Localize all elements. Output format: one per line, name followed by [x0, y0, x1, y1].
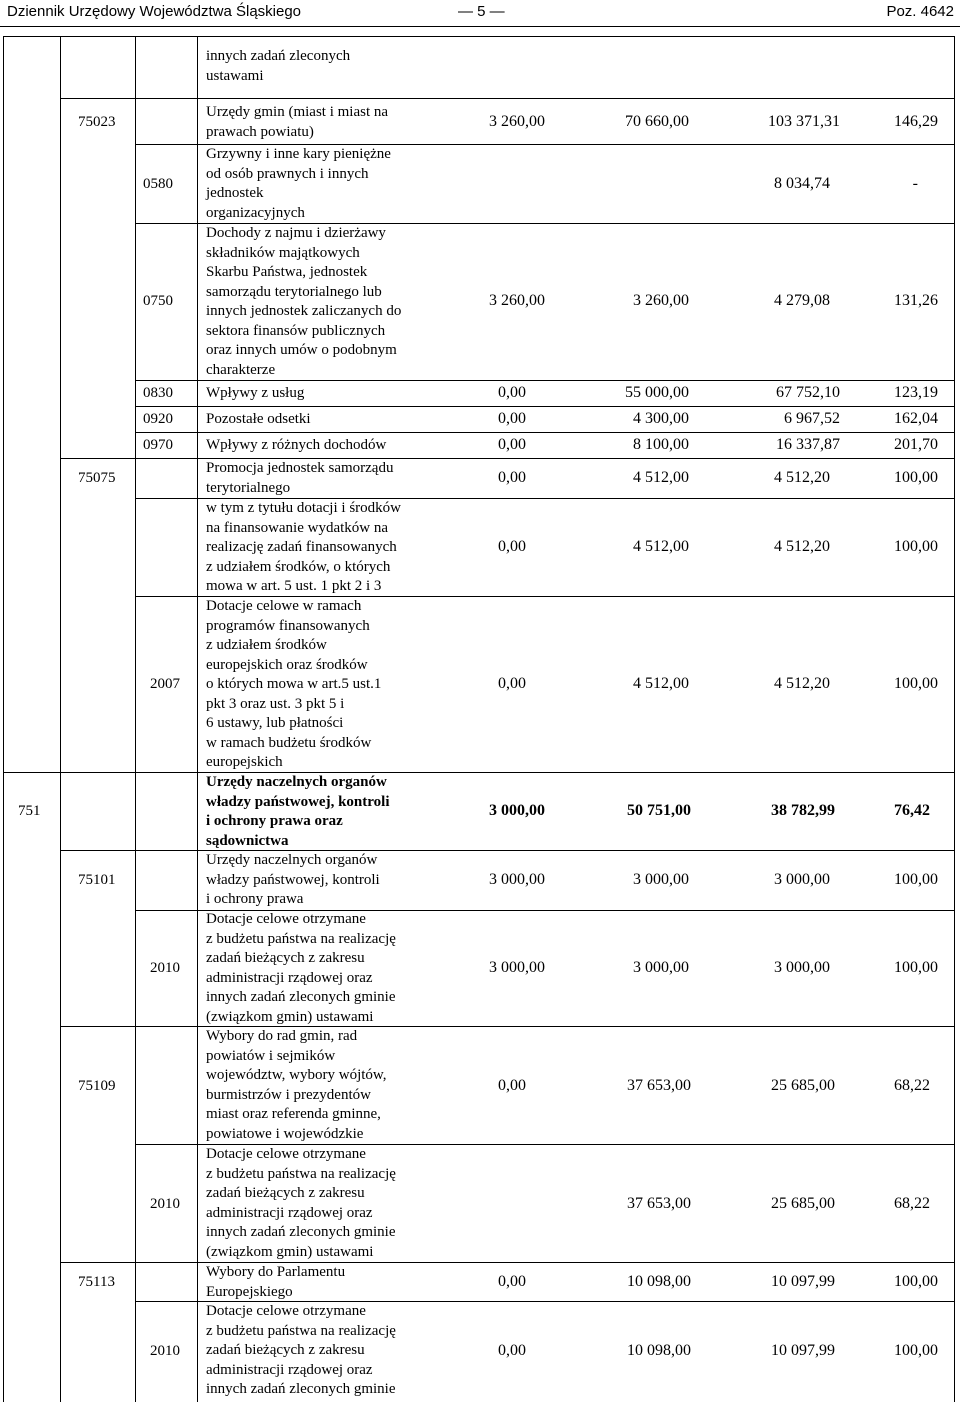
percent: 123,19 — [894, 384, 938, 401]
grid-line — [60, 458, 955, 459]
plan-initial: 0,00 — [498, 410, 526, 427]
paragraf-code: 2010 — [150, 1196, 180, 1212]
percent: 131,26 — [894, 292, 938, 309]
execution: 38 782,99 — [771, 802, 835, 819]
grid-line — [60, 98, 955, 99]
grid-line — [3, 772, 955, 773]
percent: - — [912, 175, 918, 192]
plan-after-changes: 4 512,00 — [633, 469, 689, 486]
plan-initial: 3 000,00 — [489, 802, 545, 819]
paragraf-code: 2010 — [150, 1343, 180, 1359]
rozdzial-code: 75101 — [78, 872, 116, 888]
grid-line — [60, 850, 955, 851]
percent: 146,29 — [894, 113, 938, 130]
row-desc: Pozostałe odsetki — [206, 411, 311, 427]
row-desc: Dotacje celowe w ramach programów finansowanych z udziałem środków europejskich oraz środków o których mowa w art.5 ust.1 pkt 3 oraz ust. 3 pkt 5 i 6 ustawy, lub płatności w ramach budżetu środków europejskich — [206, 598, 382, 770]
row-desc: Urzędy naczelnych organów władzy państwowej, kontroli i ochrony prawa — [206, 852, 380, 907]
grid-line — [3, 36, 955, 37]
row-desc: Wybory do Parlamentu Europejskiego — [206, 1264, 346, 1300]
plan-after-changes: 70 660,00 — [625, 113, 689, 130]
rozdzial-code: 75023 — [78, 114, 116, 130]
dzial-code: 751 — [18, 803, 41, 819]
row-desc: Grzywny i inne kary pieniężne od osób prawnych i innych jednostek organizacyjnych — [206, 146, 391, 221]
grid-line — [135, 36, 136, 1402]
execution: 25 685,00 — [771, 1077, 835, 1094]
grid-line — [60, 1026, 955, 1027]
row-desc: Dotacje celowe otrzymane z budżetu państwa na realizację zadań bieżących z zakresu administracji rządowej oraz innych zadań zleconych gminie (związkom gmin) ustawami — [206, 1146, 396, 1260]
plan-after-changes: 3 000,00 — [633, 959, 689, 976]
plan-after-changes: 3 000,00 — [633, 871, 689, 888]
row-desc: w tym z tytułu dotacji i środków na finansowanie wydatków na realizację zadań finansowanych z udziałem środków, o których mowa w art. 5 ust. 1 pkt 2 i 3 — [206, 500, 401, 594]
paragraf-code: 0830 — [143, 385, 173, 401]
execution: 10 097,99 — [771, 1273, 835, 1290]
plan-initial: 0,00 — [498, 538, 526, 555]
plan-after-changes: 37 653,00 — [627, 1195, 691, 1212]
execution: 4 512,20 — [774, 469, 830, 486]
execution: 16 337,87 — [776, 436, 840, 453]
percent: 100,00 — [894, 675, 938, 692]
plan-initial: 3 260,00 — [489, 113, 545, 130]
plan-after-changes: 4 300,00 — [633, 410, 689, 427]
row-desc: Dotacje celowe otrzymane z budżetu państwa na realizację zadań bieżących z zakresu administracji rządowej oraz innych zadań zleconych gminie — [206, 1303, 396, 1397]
percent: 201,70 — [894, 436, 938, 453]
execution: 8 034,74 — [774, 175, 830, 192]
grid-line — [135, 406, 955, 407]
grid-line — [135, 432, 955, 433]
paragraf-code: 0970 — [143, 437, 173, 453]
paragraf-code: 0750 — [143, 293, 173, 309]
plan-after-changes: 55 000,00 — [625, 384, 689, 401]
row-desc: Wpływy z usług — [206, 385, 305, 401]
row-desc: Promocja jednostek samorządu terytorialnego — [206, 460, 394, 496]
percent: 100,00 — [894, 1342, 938, 1359]
percent: 76,42 — [894, 802, 930, 819]
plan-initial: 3 000,00 — [489, 959, 545, 976]
page-number: — 5 — — [458, 3, 505, 20]
plan-after-changes: 10 098,00 — [627, 1273, 691, 1290]
execution: 3 000,00 — [774, 871, 830, 888]
plan-initial: 0,00 — [498, 675, 526, 692]
plan-initial: 3 260,00 — [489, 292, 545, 309]
row-desc: Dochody z najmu i dzierżawy składników majątkowych Skarbu Państwa, jednostek samorządu terytorialnego lub innych jednostek zaliczanych do sektora finansów publicznych oraz innych umów o podobnym charakterze — [206, 225, 402, 378]
execution: 4 512,20 — [774, 538, 830, 555]
execution: 3 000,00 — [774, 959, 830, 976]
execution: 4 512,20 — [774, 675, 830, 692]
execution: 25 685,00 — [771, 1195, 835, 1212]
percent: 68,22 — [894, 1195, 930, 1212]
row-desc: Wpływy z różnych dochodów — [206, 437, 387, 453]
grid-line — [3, 36, 4, 1402]
plan-after-changes: 4 512,00 — [633, 538, 689, 555]
paragraf-code: 0580 — [143, 176, 173, 192]
paragraf-code: 2010 — [150, 960, 180, 976]
plan-after-changes: 4 512,00 — [633, 675, 689, 692]
plan-initial: 0,00 — [498, 1342, 526, 1359]
plan-initial: 0,00 — [498, 384, 526, 401]
execution: 103 371,31 — [768, 113, 840, 130]
row-desc: Urzędy gmin (miast i miast na prawach powiatu) — [206, 104, 389, 140]
plan-initial: 0,00 — [498, 469, 526, 486]
row-desc: Dotacje celowe otrzymane z budżetu państwa na realizację zadań bieżących z zakresu administracji rządowej oraz innych zadań zleconych gminie (związkom gmin) ustawami — [206, 911, 396, 1025]
plan-after-changes: 50 751,00 — [627, 802, 691, 819]
plan-initial: 0,00 — [498, 436, 526, 453]
execution: 10 097,99 — [771, 1342, 835, 1359]
rozdzial-code: 75109 — [78, 1078, 116, 1094]
paragraf-code: 2007 — [150, 676, 180, 692]
rozdzial-code: 75113 — [78, 1274, 115, 1290]
percent: 68,22 — [894, 1077, 930, 1094]
plan-after-changes: 10 098,00 — [627, 1342, 691, 1359]
percent: 100,00 — [894, 538, 938, 555]
row-desc: Urzędy naczelnych organów władzy państwowej, kontroli i ochrony prawa oraz sądownictwa — [206, 774, 390, 849]
percent: 100,00 — [894, 959, 938, 976]
plan-after-changes: 8 100,00 — [633, 436, 689, 453]
grid-line — [197, 36, 198, 1402]
journal-title: Dziennik Urzędowy Województwa Śląskiego — [7, 3, 302, 20]
paragraf-code: 0920 — [143, 411, 173, 427]
execution: 4 279,08 — [774, 292, 830, 309]
plan-initial: 3 000,00 — [489, 871, 545, 888]
row-desc: Wybory do rad gmin, rad powiatów i sejmików województw, wybory wójtów, burmistrzów i prezydentów miast oraz referenda gminne, powiatowe i wojewódzkie — [206, 1028, 387, 1142]
row-desc: innych zadań zleconych ustawami — [206, 48, 351, 84]
grid-line — [60, 36, 61, 1402]
grid-line — [60, 1262, 955, 1263]
percent: 100,00 — [894, 1273, 938, 1290]
percent: 162,04 — [894, 410, 938, 427]
plan-initial: 0,00 — [498, 1077, 526, 1094]
rozdzial-code: 75075 — [78, 470, 116, 486]
plan-after-changes: 3 260,00 — [633, 292, 689, 309]
position-number: Poz. 4642 — [886, 3, 954, 20]
execution: 67 752,10 — [776, 384, 840, 401]
grid-line — [135, 380, 955, 381]
execution: 6 967,52 — [784, 410, 840, 427]
plan-after-changes: 37 653,00 — [627, 1077, 691, 1094]
grid-line — [954, 36, 955, 1402]
percent: 100,00 — [894, 469, 938, 486]
plan-initial: 0,00 — [498, 1273, 526, 1290]
percent: 100,00 — [894, 871, 938, 888]
